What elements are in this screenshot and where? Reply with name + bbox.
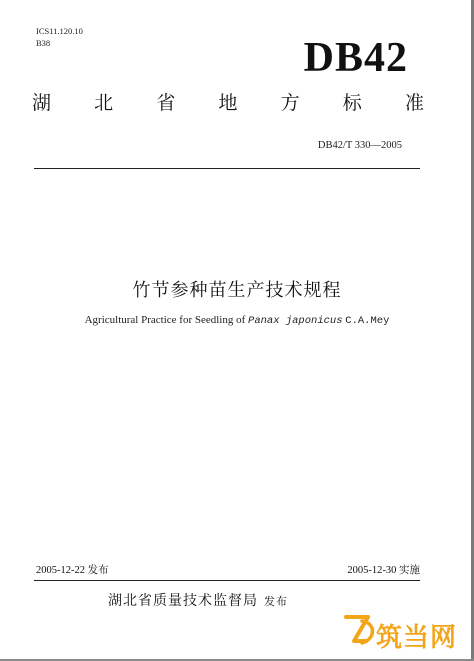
standard-type-char: 地 — [218, 92, 238, 114]
standard-type-char: 标 — [342, 92, 362, 114]
standard-type-char: 省 — [156, 92, 176, 114]
document-title-english — [0, 314, 474, 327]
issue-date: 2005-12-22 发布 — [36, 565, 109, 576]
standard-type-char: 北 — [94, 92, 114, 114]
title-english-latin: Panax japonicus — [248, 315, 343, 327]
standard-type-char: 湖 — [32, 92, 52, 114]
watermark-text: 筑当网 — [376, 623, 458, 653]
watermark-logo — [342, 611, 468, 655]
standard-number: DB42/T 330—2005 — [317, 140, 402, 151]
clc-code: B38 — [36, 38, 51, 48]
watermark-zd-icon — [342, 611, 378, 651]
issuer — [108, 590, 288, 610]
footer-divider — [34, 580, 420, 581]
title-english-prefix: Agricultural Practice for Seedling of — [84, 314, 246, 326]
issuer-name: 湖北省质量技术监督局 — [108, 593, 258, 609]
header-divider — [34, 168, 420, 169]
document-title-chinese: 竹节参种苗生产技术规程 — [132, 280, 342, 301]
standard-type-char: 方 — [280, 92, 300, 114]
ics-code: ICS11.120.10 — [36, 26, 83, 36]
standard-code: DB42 — [303, 35, 408, 81]
title-english-author: C.A.Mey — [345, 315, 390, 327]
issuer-suffix: 发布 — [264, 595, 288, 608]
implement-date: 2005-12-30 实施 — [347, 565, 420, 576]
standard-type — [32, 88, 424, 115]
standard-type-char: 准 — [404, 92, 424, 114]
